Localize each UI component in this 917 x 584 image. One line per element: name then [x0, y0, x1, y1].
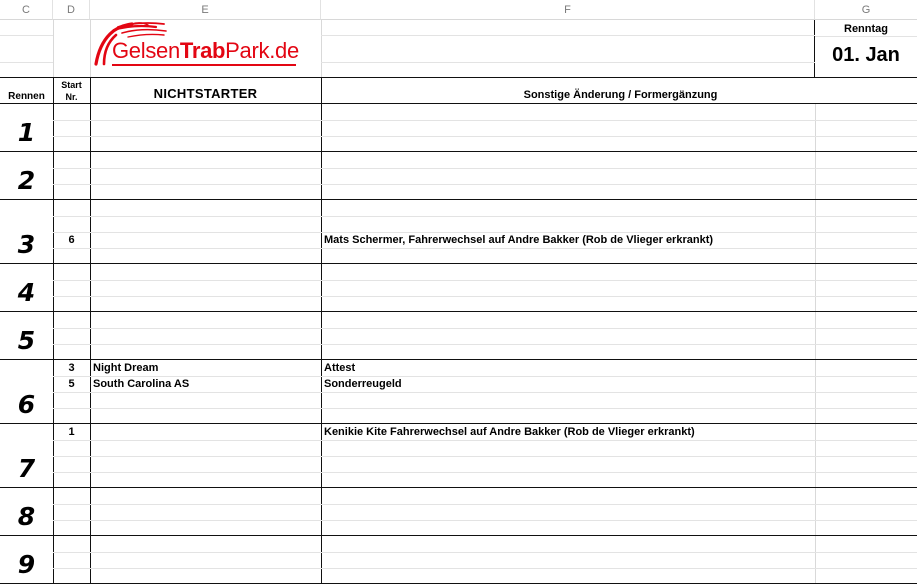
gridline-horizontal	[321, 62, 815, 63]
gridline-horizontal	[53, 184, 917, 185]
renntag-label: Renntag	[844, 23, 888, 35]
logo-text-trab: Trab	[179, 38, 226, 63]
column-header-e[interactable]: E	[90, 0, 321, 20]
gridline-horizontal	[53, 520, 917, 521]
change-cell[interactable]: Attest	[324, 362, 356, 374]
start-header: Start	[61, 80, 82, 90]
race-number: 9	[17, 550, 36, 579]
gridline-horizontal	[53, 280, 917, 281]
gridline-horizontal	[0, 35, 53, 36]
gridline-horizontal	[53, 440, 917, 441]
race-separator	[0, 487, 917, 488]
column-header-c[interactable]: C	[0, 0, 53, 20]
logo-text-gelsen: Gelsen	[112, 38, 180, 63]
race-separator	[0, 199, 917, 200]
column-header-d[interactable]: D	[53, 0, 90, 20]
gridline-horizontal	[53, 408, 917, 409]
gridline-horizontal	[53, 136, 917, 137]
change-cell[interactable]: Sonderreugeld	[324, 378, 402, 390]
table-border-horizontal	[0, 77, 917, 78]
gridline-horizontal	[53, 328, 917, 329]
gridline-horizontal	[53, 344, 917, 345]
race-number: 2	[17, 166, 36, 195]
gridline-horizontal	[53, 456, 917, 457]
change-cell[interactable]: Kenikie Kite Fahrerwechsel auf Andre Bakker (Rob de Vlieger erkrankt)	[324, 426, 695, 438]
nichtstarter-header: NICHTSTARTER	[153, 86, 258, 101]
gridline-horizontal	[53, 296, 917, 297]
column-header-g[interactable]: G	[815, 0, 917, 20]
table-border-horizontal	[0, 103, 917, 104]
sonstige-header: Sonstige Änderung / Formergänzung	[523, 89, 718, 101]
gridline-horizontal	[53, 504, 917, 505]
race-number: 8	[17, 502, 36, 531]
start-number-cell[interactable]: 5	[68, 378, 75, 390]
nichtstarter-cell[interactable]: South Carolina AS	[93, 378, 190, 390]
gridline-horizontal	[321, 35, 815, 36]
nr-header: Nr.	[65, 92, 78, 102]
race-number: 3	[17, 230, 36, 259]
gridline-vertical	[53, 20, 54, 78]
nichtstarter-cell[interactable]: Night Dream	[93, 362, 159, 374]
race-number: 6	[17, 390, 36, 419]
start-number-cell[interactable]: 6	[68, 234, 75, 246]
table-border-vertical	[321, 78, 322, 584]
table-border-vertical	[90, 78, 91, 584]
race-separator	[0, 535, 917, 536]
gridline-horizontal	[53, 472, 917, 473]
gridline-horizontal	[53, 392, 917, 393]
race-separator	[0, 311, 917, 312]
race-separator	[0, 263, 917, 264]
gridline-horizontal	[815, 36, 917, 37]
gridline-horizontal	[53, 248, 917, 249]
race-number: 7	[17, 454, 36, 483]
gelsentrabpark-logo	[92, 22, 312, 70]
start-number-cell[interactable]: 3	[68, 362, 75, 374]
logo-text-park: Park.de	[225, 38, 299, 63]
gridline-horizontal	[53, 552, 917, 553]
table-border-vertical	[53, 78, 54, 584]
rennen-header: Rennen	[8, 91, 45, 102]
gridline-horizontal	[53, 168, 917, 169]
gridline-horizontal	[53, 568, 917, 569]
race-day-date[interactable]: 01. Jan	[832, 44, 900, 66]
gridline-horizontal	[53, 120, 917, 121]
race-number: 4	[17, 278, 36, 307]
gridline-horizontal	[0, 62, 53, 63]
logo-text	[112, 38, 299, 64]
gridline-vertical	[90, 20, 91, 78]
column-header-f[interactable]: F	[321, 0, 815, 20]
gridline-horizontal	[53, 216, 917, 217]
race-number: 5	[17, 326, 36, 355]
race-number: 1	[17, 118, 36, 147]
race-separator	[0, 151, 917, 152]
start-number-cell[interactable]: 1	[68, 426, 75, 438]
logo-underline	[112, 64, 296, 66]
gridline-vertical	[321, 20, 322, 78]
change-cell[interactable]: Mats Schermer, Fahrerwechsel auf Andre Bakker (Rob de Vlieger erkrankt)	[324, 234, 714, 246]
